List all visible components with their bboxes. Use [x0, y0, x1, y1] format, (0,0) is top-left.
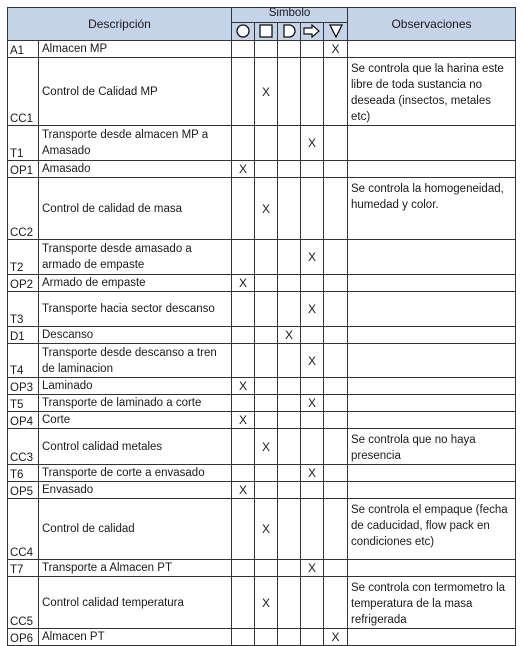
step-code: A1: [8, 41, 39, 58]
symbol-cell-empty: [232, 327, 255, 344]
symbol-cell-empty: [255, 482, 278, 499]
symbol-cell-empty: [255, 412, 278, 429]
symbol-cell-empty: [278, 378, 301, 395]
symbol-mark-operation-circle: X: [232, 482, 255, 499]
table-row: [8, 327, 516, 344]
step-observation: [348, 292, 516, 327]
symbol-mark-storage-triangle: X: [324, 41, 348, 58]
step-observation: Se controla la homogeneidad, humedad y color.: [348, 178, 516, 240]
header-observaciones: Observaciones: [348, 8, 516, 41]
step-description: Envasado: [39, 482, 232, 499]
symbol-cell-empty: [278, 292, 301, 327]
step-code: T4: [8, 344, 39, 378]
table-row: [8, 482, 516, 499]
symbol-cell-empty: [278, 482, 301, 499]
symbol-cell-empty: [324, 499, 348, 560]
step-code: T5: [8, 395, 39, 412]
symbol-cell-empty: [232, 178, 255, 240]
symbol-cell-empty: [232, 58, 255, 126]
process-flow-table: [7, 7, 516, 646]
symbol-cell-empty: [301, 412, 324, 429]
symbol-cell-empty: [255, 395, 278, 412]
symbol-cell-empty: [278, 429, 301, 465]
step-description: Transporte desde almacen MP a Amasado: [39, 126, 232, 161]
step-observation: [348, 327, 516, 344]
step-description: Control calidad metales: [39, 429, 232, 465]
symbol-cell-empty: [255, 161, 278, 178]
symbol-cell-empty: [324, 327, 348, 344]
symbol-cell-empty: [301, 629, 324, 646]
symbol-cell-empty: [232, 126, 255, 161]
symbol-mark-transport-arrow: X: [301, 126, 324, 161]
symbol-cell-empty: [255, 344, 278, 378]
table-row: [8, 560, 516, 577]
symbol-cell-empty: [324, 482, 348, 499]
symbol-cell-empty: [324, 395, 348, 412]
symbol-cell-empty: [278, 41, 301, 58]
table-row: [8, 178, 516, 240]
step-code: T6: [8, 465, 39, 482]
symbol-cell-empty: [301, 499, 324, 560]
operation-circle-icon: [232, 22, 255, 40]
symbol-cell-empty: [255, 327, 278, 344]
step-observation: [348, 275, 516, 292]
symbol-cell-empty: [255, 560, 278, 577]
symbol-cell-empty: [278, 629, 301, 646]
step-description: Transporte de corte a envasado: [39, 465, 232, 482]
step-code: OP2: [8, 275, 39, 292]
step-code: CC2: [8, 178, 39, 240]
symbol-mark-operation-circle: X: [232, 412, 255, 429]
header-simbolo: Simbolo: [232, 8, 348, 23]
symbol-cell-empty: [232, 41, 255, 58]
symbol-cell-empty: [255, 378, 278, 395]
symbol-cell-empty: [324, 412, 348, 429]
symbol-mark-operation-circle: X: [232, 378, 255, 395]
step-description: Control de calidad: [39, 499, 232, 560]
table-row: [8, 378, 516, 395]
step-description: Descanso: [39, 327, 232, 344]
symbol-mark-inspection-square: X: [255, 429, 278, 465]
symbol-cell-empty: [324, 560, 348, 577]
step-observation: [348, 465, 516, 482]
symbol-cell-empty: [255, 240, 278, 275]
symbol-mark-operation-circle: X: [232, 161, 255, 178]
table-row: [8, 240, 516, 275]
symbol-cell-empty: [278, 240, 301, 275]
step-code: T2: [8, 240, 39, 275]
step-observation: [348, 395, 516, 412]
symbol-cell-empty: [301, 41, 324, 58]
symbol-cell-empty: [301, 482, 324, 499]
symbol-cell-empty: [324, 577, 348, 629]
symbol-cell-empty: [255, 629, 278, 646]
step-code: T1: [8, 126, 39, 161]
inspection-square-icon: [255, 22, 278, 40]
symbol-cell-empty: [278, 344, 301, 378]
symbol-cell-empty: [278, 126, 301, 161]
step-observation: Se controla que no haya presencia: [348, 429, 516, 465]
symbol-cell-empty: [232, 429, 255, 465]
step-observation: Se controla con termometro la temperatura de la masa refrigerada: [348, 577, 516, 629]
symbol-cell-empty: [324, 178, 348, 240]
symbol-cell-empty: [232, 560, 255, 577]
symbol-cell-empty: [301, 58, 324, 126]
step-observation: [348, 161, 516, 178]
symbol-cell-empty: [232, 465, 255, 482]
symbol-cell-empty: [324, 126, 348, 161]
symbol-cell-empty: [324, 161, 348, 178]
symbol-cell-empty: [301, 178, 324, 240]
process-table-container: [7, 7, 516, 646]
symbol-cell-empty: [301, 577, 324, 629]
table-row: [8, 275, 516, 292]
step-description: Almacen PT: [39, 629, 232, 646]
symbol-mark-transport-arrow: X: [301, 560, 324, 577]
symbol-cell-empty: [232, 577, 255, 629]
step-description: Armado de empaste: [39, 275, 232, 292]
symbol-mark-delay-d: X: [278, 327, 301, 344]
symbol-mark-inspection-square: X: [255, 58, 278, 126]
table-row: [8, 577, 516, 629]
symbol-mark-inspection-square: X: [255, 499, 278, 560]
symbol-cell-empty: [232, 344, 255, 378]
step-observation: [348, 41, 516, 58]
table-row: [8, 412, 516, 429]
step-description: Laminado: [39, 378, 232, 395]
symbol-mark-transport-arrow: X: [301, 344, 324, 378]
symbol-cell-empty: [232, 240, 255, 275]
step-code: OP6: [8, 629, 39, 646]
step-code: CC5: [8, 577, 39, 629]
symbol-cell-empty: [301, 327, 324, 344]
symbol-cell-empty: [278, 412, 301, 429]
step-code: OP3: [8, 378, 39, 395]
step-code: CC4: [8, 499, 39, 560]
step-observation: [348, 126, 516, 161]
step-code: OP1: [8, 161, 39, 178]
step-code: T7: [8, 560, 39, 577]
symbol-cell-empty: [278, 58, 301, 126]
step-observation: [348, 482, 516, 499]
symbol-mark-transport-arrow: X: [301, 465, 324, 482]
symbol-cell-empty: [324, 292, 348, 327]
symbol-mark-inspection-square: X: [255, 577, 278, 629]
symbol-cell-empty: [301, 161, 324, 178]
symbol-cell-empty: [278, 275, 301, 292]
table-row: [8, 395, 516, 412]
symbol-cell-empty: [278, 465, 301, 482]
symbol-cell-empty: [278, 499, 301, 560]
symbol-cell-empty: [255, 275, 278, 292]
step-observation: [348, 560, 516, 577]
step-description: Transporte desde descanso a tren de laminacion: [39, 344, 232, 378]
step-code: T3: [8, 292, 39, 327]
symbol-mark-inspection-square: X: [255, 178, 278, 240]
header-descripcion: Descripción: [8, 8, 232, 41]
table-row: [8, 41, 516, 58]
symbol-cell-empty: [324, 378, 348, 395]
table-row: [8, 292, 516, 327]
symbol-cell-empty: [324, 429, 348, 465]
table-row: [8, 126, 516, 161]
table-row: [8, 161, 516, 178]
symbol-mark-operation-circle: X: [232, 275, 255, 292]
step-description: Transporte desde amasado a armado de empaste: [39, 240, 232, 275]
step-code: CC3: [8, 429, 39, 465]
symbol-cell-empty: [255, 126, 278, 161]
step-code: CC1: [8, 58, 39, 126]
transport-arrow-icon: [301, 22, 324, 40]
step-observation: [348, 344, 516, 378]
step-observation: [348, 629, 516, 646]
symbol-cell-empty: [232, 499, 255, 560]
symbol-cell-empty: [278, 395, 301, 412]
step-code: OP4: [8, 412, 39, 429]
storage-triangle-icon: [324, 22, 348, 40]
symbol-cell-empty: [255, 41, 278, 58]
step-code: D1: [8, 327, 39, 344]
symbol-cell-empty: [324, 240, 348, 275]
symbol-mark-storage-triangle: X: [324, 629, 348, 646]
step-code: OP5: [8, 482, 39, 499]
symbol-cell-empty: [301, 275, 324, 292]
symbol-cell-empty: [278, 178, 301, 240]
table-row: [8, 629, 516, 646]
step-description: Control calidad temperatura: [39, 577, 232, 629]
symbol-cell-empty: [278, 560, 301, 577]
step-observation: Se controla el empaque (fecha de caducidad, flow pack en condiciones etc): [348, 499, 516, 560]
symbol-cell-empty: [255, 292, 278, 327]
step-observation: [348, 378, 516, 395]
symbol-cell-empty: [324, 275, 348, 292]
symbol-mark-transport-arrow: X: [301, 395, 324, 412]
symbol-cell-empty: [324, 344, 348, 378]
step-observation: [348, 240, 516, 275]
table-row: [8, 58, 516, 126]
symbol-cell-empty: [324, 465, 348, 482]
step-description: Transporte de laminado a corte: [39, 395, 232, 412]
symbol-mark-transport-arrow: X: [301, 240, 324, 275]
symbol-cell-empty: [301, 378, 324, 395]
step-description: Transporte a Almacen PT: [39, 560, 232, 577]
table-row: [8, 465, 516, 482]
step-description: Control de Calidad MP: [39, 58, 232, 126]
table-row: [8, 344, 516, 378]
symbol-cell-empty: [301, 429, 324, 465]
delay-d-icon: [278, 22, 301, 40]
step-description: Transporte hacia sector descanso: [39, 292, 232, 327]
symbol-cell-empty: [324, 58, 348, 126]
step-description: Amasado: [39, 161, 232, 178]
step-observation: Se controla que la harina este libre de toda sustancia no deseada (insectos, metales etc): [348, 58, 516, 126]
table-row: [8, 429, 516, 465]
process-rows: [8, 41, 516, 646]
symbol-cell-empty: [232, 292, 255, 327]
symbol-cell-empty: [278, 161, 301, 178]
step-description: Control de calidad de masa: [39, 178, 232, 240]
step-description: Corte: [39, 412, 232, 429]
symbol-cell-empty: [278, 577, 301, 629]
symbol-mark-transport-arrow: X: [301, 292, 324, 327]
symbol-cell-empty: [255, 465, 278, 482]
symbol-cell-empty: [232, 395, 255, 412]
symbol-cell-empty: [232, 629, 255, 646]
step-observation: [348, 412, 516, 429]
step-description: Almacen MP: [39, 41, 232, 58]
table-row: [8, 499, 516, 560]
